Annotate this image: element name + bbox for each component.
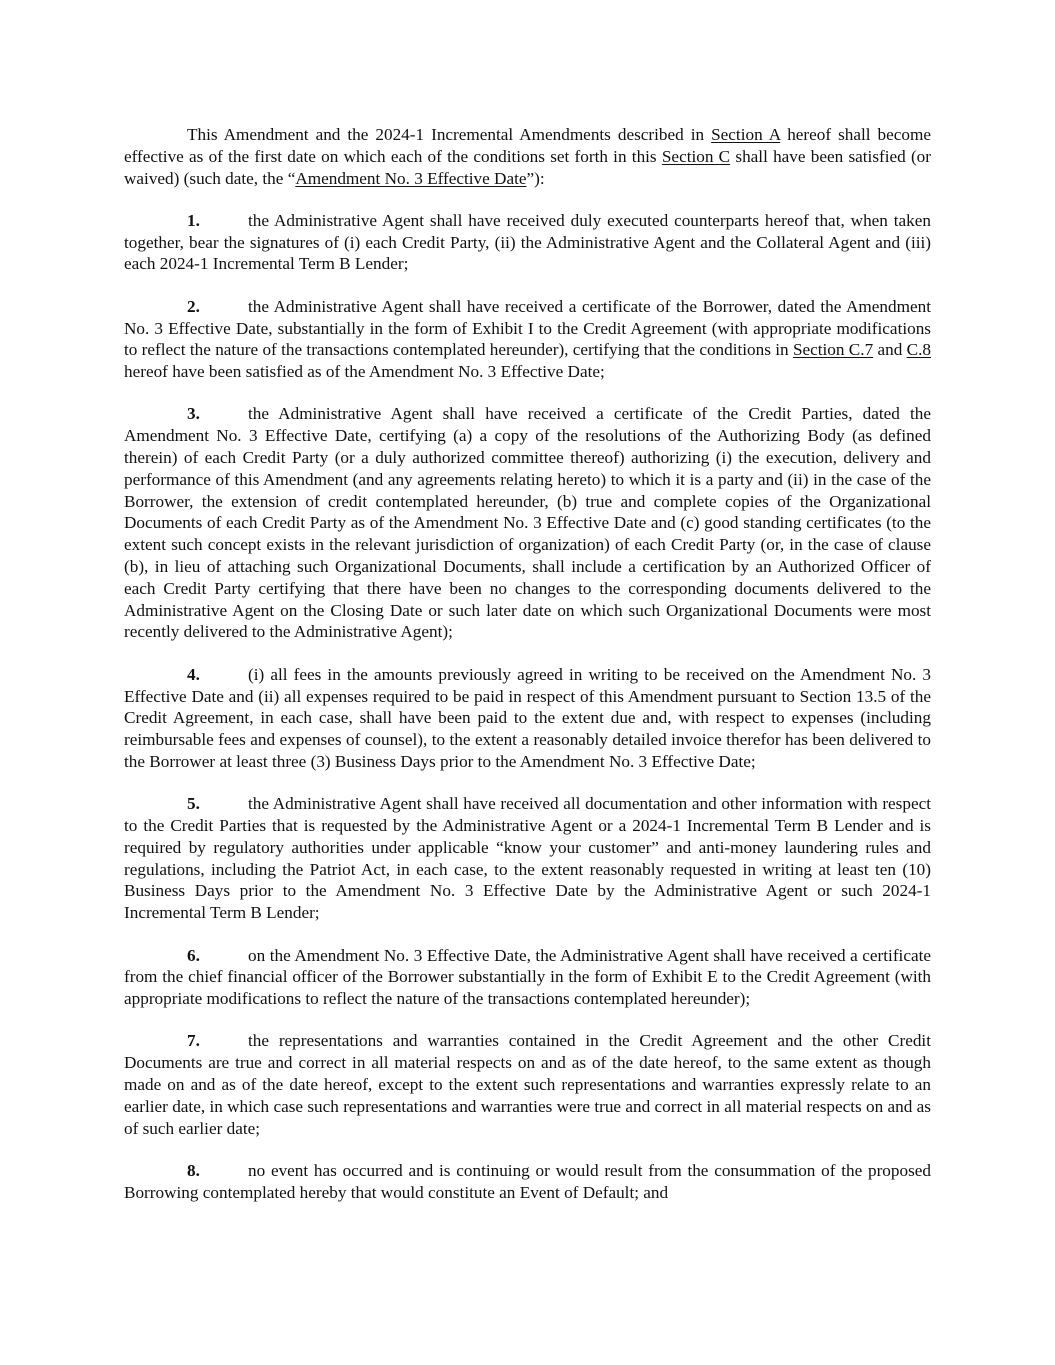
intro-text: ”): <box>526 168 545 188</box>
item-text: the Administrative Agent shall have received duly executed counterparts hereof that, when taken together, bear the signatures of (i) each Credit Party, (ii) the Administrative Agent and the Collateral Agent and (iii) each 2024-1 Incremental Term B Lender; <box>124 210 931 274</box>
item-text: the Administrative Agent shall have received a certificate of the Borrower, dated the Amendment No. 3 Effective Date, substantially in the form of Exhibit I to the Credit Agreement (with appropriate modifications to reflect the nature of the transactions contemplated hereunder), certifying that the conditions in <box>124 296 931 360</box>
item-number: 6. <box>187 945 200 965</box>
item-text: the Administrative Agent shall have received all documentation and other information with respect to the Credit Parties that is requested by the Administrative Agent or a 2024-1 Incremental Term B Lender and is required by regulatory authorities under applicable “know your customer” and anti-money laundering rules and regulations, including the Patriot Act, in each case, to the extent reasonably requested in writing at least ten (10) Business Days prior to the Amendment No. 3 Effective Date by the Administrative Agent or such 2024-1 Incremental Term B Lender; <box>124 794 931 923</box>
condition-item-7 <box>124 1030 931 1139</box>
item-number: 1. <box>187 210 200 230</box>
item-number: 7. <box>187 1031 200 1051</box>
defined-term-effective-date: Amendment No. 3 Effective Date <box>295 168 527 188</box>
item-number: 4. <box>187 664 200 684</box>
item-number: 8. <box>187 1160 200 1180</box>
section-c7-reference: Section C.7 <box>792 340 874 360</box>
section-a-reference: Section A <box>711 125 781 144</box>
intro-text: shall have been satisfied (or waived) (such date, the “ <box>124 146 932 188</box>
intro-text: This Amendment and the 2024-1 Incremental Amendments described in <box>187 125 712 144</box>
section-c8-reference: C.8 <box>906 340 931 360</box>
document-page <box>124 124 931 1224</box>
item-text: no event has occurred and is continuing or would result from the consummation of the proposed Borrowing contemplated hereby that would constitute an Event of Default; and <box>124 1160 931 1202</box>
item-text: (i) all fees in the amounts previously agreed in writing to be received on the Amendment No. 3 Effective Date and (ii) all expenses required to be paid in respect of this Amendment pursuant to Section 13.5 of the Credit Agreement, in each case, shall have been paid to the extent due and, with respect to expenses (including reimbursable fees and expenses of counsel), to the extent a reasonably detailed invoice therefor has been delivered to the Borrower at least three (3) Business Days prior to the Amendment No. 3 Effective Date; <box>124 664 931 771</box>
item-text: the representations and warranties contained in the Credit Agreement and the other Credit Documents are true and correct in all material respects on and as of the date hereof, to the same extent as though made on and as of the date hereof, except to the extent such representations and warranties expressly relate to an earlier date, in which case such representations and warranties were true and correct in all material respects on and as of such earlier date; <box>124 1031 931 1138</box>
condition-item-8 <box>124 1160 931 1204</box>
item-number: 2. <box>187 296 200 316</box>
condition-item-4 <box>124 664 931 773</box>
section-c-reference: Section C <box>661 146 731 166</box>
condition-item-1 <box>124 210 931 275</box>
item-number: 3. <box>187 404 200 424</box>
item-text: the Administrative Agent shall have received a certificate of the Credit Parties, dated the Amendment No. 3 Effective Date, certifying (a) a copy of the resolutions of the Authorizing Body (as defined therein) of each Credit Party (or a duly authorized committee thereof) authorizing (i) the execution, delivery and performance of this Amendment (and any agreements relating hereto) to which it is a party and (ii) in the case of the Borrower, the extension of credit contemplated hereunder, (b) true and complete copies of the Organizational Documents of each Credit Party as of the Amendment No. 3 Effective Date and (c) good standing certificates (to the extent such concept exists in the relevant jurisdiction of organization) of each Credit Party (or, in the case of clause (b), in lieu of attaching such Organizational Documents, shall include a certification by an Authorized Officer of each Credit Party certifying that there have been no changes to the corresponding documents delivered to the Administrative Agent on the Closing Date or such later date on which such Organizational Documents were most recently delivered to the Administrative Agent); <box>124 404 931 642</box>
condition-item-2 <box>124 296 931 383</box>
item-text: on the Amendment No. 3 Effective Date, the Administrative Agent shall have received a certificate from the chief financial officer of the Borrower substantially in the form of Exhibit E to the Credit Agreement (with appropriate modifications to reflect the nature of the transactions contemplated hereunder); <box>124 945 931 1009</box>
condition-item-3 <box>124 403 931 643</box>
intro-paragraph <box>124 124 931 189</box>
item-text: and <box>873 340 907 360</box>
item-text: hereof have been satisfied as of the Amendment No. 3 Effective Date; <box>124 362 605 382</box>
condition-item-5 <box>124 793 931 924</box>
intro-text: hereof shall become effective as of the first date on which each of the conditions set forth in this <box>124 125 931 166</box>
condition-item-6 <box>124 945 931 1010</box>
item-number: 5. <box>187 794 200 814</box>
